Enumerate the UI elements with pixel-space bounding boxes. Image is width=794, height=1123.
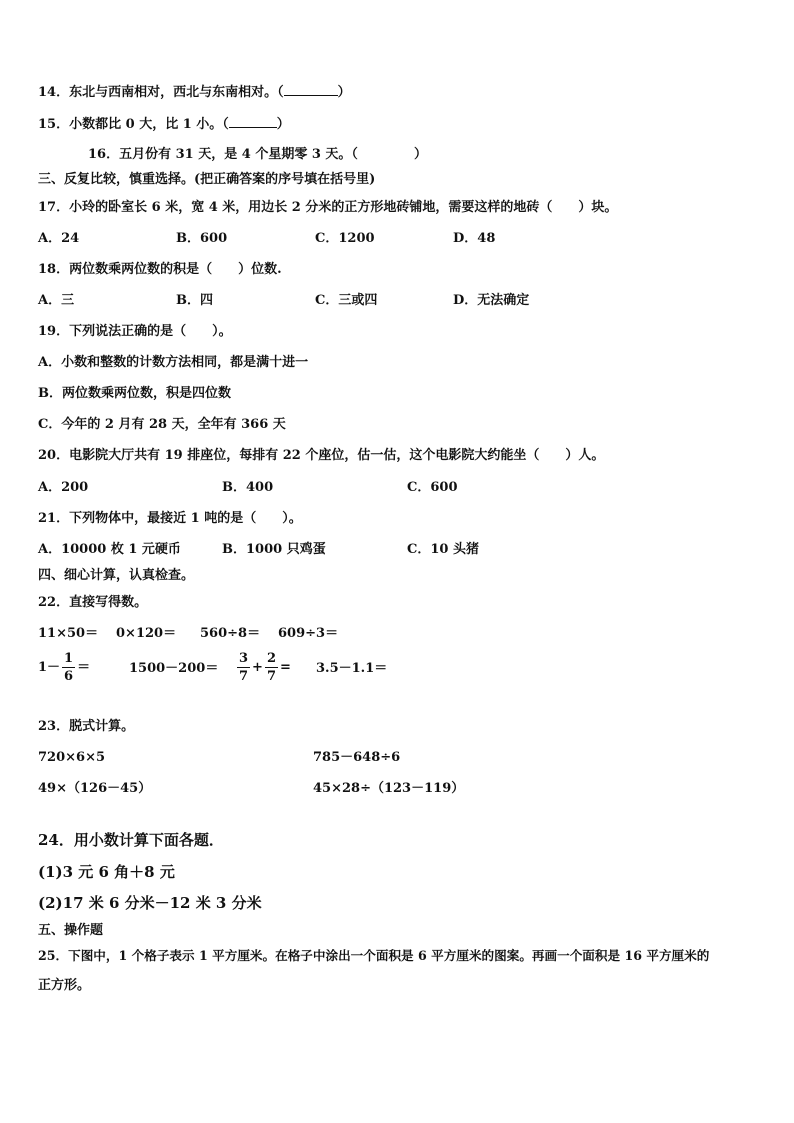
fraction-numerator: 2 [266,651,276,666]
calc-3.5-minus-1.1: 3.5－1.1＝ [316,661,388,676]
calc-1-minus-1-6 [38,650,90,685]
calc-a-prefix: 1－ [38,660,61,675]
q19-option-a[interactable]: A．小数和整数的计数方法相同，都是满十进一 [38,355,309,370]
question-18-stem: 18．两位数乘两位数的积是（ ）位数. [38,262,282,277]
question-17-stem: 17．小玲的卧室长 6 米，宽 4 米，用边长 2 分米的正方形地砖铺地，需要这样的地砖（ ）块。 [38,200,618,215]
calc-11x50: 11×50＝ [38,626,99,641]
section-5-heading: 五、操作题 [38,923,104,938]
question-16-close: ） [413,147,427,162]
question-15-close: ） [276,117,290,132]
q17-option-b[interactable]: B．600 [176,231,228,246]
q18-option-c[interactable]: C．三或四 [315,293,378,308]
fraction-2-7 [265,650,278,685]
calc-a-suffix: ＝ [77,660,91,675]
question-20-stem: 20．电影院大厅共有 19 排座位，每排有 22 个座位，估一估，这个电影院大约能坐（ ）人。 [38,448,605,463]
calc-45x28div-123-minus-119: 45×28÷（123－119） [313,781,465,796]
section-4-heading: 四、细心计算，认真检查。 [38,568,195,583]
question-16 [88,146,427,163]
calc-785-minus-648div6: 785－648÷6 [313,750,401,765]
q17-option-c[interactable]: C．1200 [315,231,375,246]
calc-3-7-plus-2-7 [235,650,291,685]
q21-option-b[interactable]: B．1000 只鸡蛋 [222,542,326,557]
q20-option-a[interactable]: A．200 [38,480,89,495]
fraction-denominator: 7 [239,669,249,684]
question-24-stem: 24．用小数计算下面各题． [38,831,224,849]
q21-option-c[interactable]: C．10 头猪 [407,542,479,557]
q17-option-a[interactable]: A．24 [38,231,80,246]
calc-0x120: 0×120＝ [116,626,177,641]
q21-option-a[interactable]: A．10000 枚 1 元硬币 [38,542,181,557]
question-16-text: 16．五月份有 31 天，是 4 个星期零 3 天。（ [88,147,358,162]
q20-option-b[interactable]: B．400 [222,480,274,495]
plus-sign: + [252,660,263,675]
question-24-item-2: (2)17 米 6 分米－12 米 3 分米 [38,894,262,912]
fraction-3-7 [237,650,250,685]
fraction-numerator: 1 [64,651,74,666]
question-14-close: ） [337,85,351,100]
calc-49x-126-minus-45: 49×（126－45） [38,781,152,796]
calc-1500-minus-200: 1500－200＝ [129,661,219,676]
question-14 [38,83,351,101]
q17-option-d[interactable]: D．48 [453,231,496,246]
question-14-text: 14．东北与西南相对，西北与东南相对。（ [38,85,284,100]
calc-609div3: 609÷3＝ [278,626,339,641]
answer-blank-14[interactable] [284,83,338,96]
question-21-stem: 21．下列物体中，最接近 1 吨的是（ ）。 [38,511,302,526]
question-22-stem: 22．直接写得数。 [38,595,148,610]
fraction-numerator: 3 [239,651,249,666]
fraction-denominator: 7 [266,669,276,684]
equals-sign: = [280,660,291,675]
question-19-stem: 19．下列说法正确的是（ ）。 [38,324,232,339]
q18-option-d[interactable]: D．无法确定 [453,293,530,308]
calc-720x6x5: 720×6×5 [38,750,106,765]
question-23-stem: 23．脱式计算。 [38,719,135,734]
q18-option-b[interactable]: B．四 [176,293,213,308]
q19-option-b[interactable]: B．两位数乘两位数，积是四位数 [38,386,231,401]
calc-560div8: 560÷8＝ [200,626,261,641]
fraction-1-6 [62,650,75,685]
question-15-text: 15．小数都比 0 大，比 1 小。（ [38,117,229,132]
question-24-item-1: (1)3 元 6 角＋8 元 [38,863,175,881]
question-15 [38,115,290,133]
answer-blank-15[interactable] [229,115,277,128]
section-3-heading: 三、反复比较，慎重选择。(把正确答案的序号填在括号里) [38,172,376,187]
fraction-denominator: 6 [64,669,74,684]
question-25-line-2: 正方形。 [38,978,91,993]
question-25-line-1: 25．下图中，1 个格子表示 1 平方厘米。在格子中涂出一个面积是 6 平方厘米的图案。再画一个面积是 16 平方厘米的 [38,948,710,963]
q20-option-c[interactable]: C．600 [407,480,458,495]
q19-option-c[interactable]: C．今年的 2 月有 28 天，全年有 366 天 [38,417,286,432]
q18-option-a[interactable]: A．三 [38,293,75,308]
